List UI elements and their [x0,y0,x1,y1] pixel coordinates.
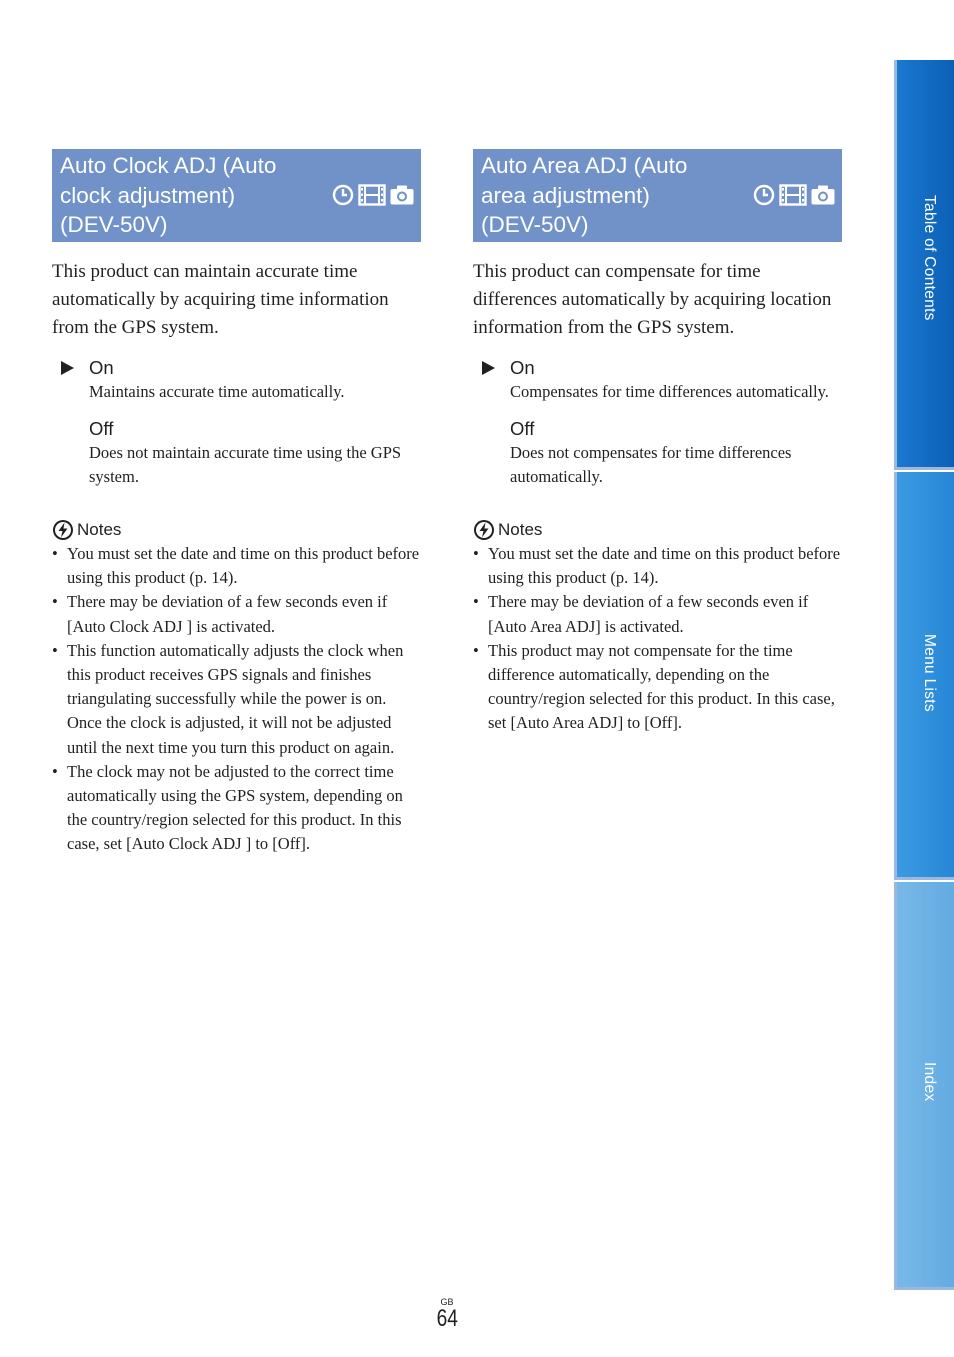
note-item: • This function automatically adjusts the clock when this product receives GPS signals and finishes triangulating successfully while the power is on. Once the clock is adjusted, it will not be adjusted until the next time you turn this product on again. [52,640,404,757]
note-text: The clock may not be adjusted to the correct time automatically using the GPS system, depending on the country/region selected for this product. In this case, set [Auto Clock ADJ ] to [Off]. [67,761,403,854]
note-text: You must set the date and time on this product before using this product (p. 14). [67,544,420,588]
clock-icon [753,184,775,206]
section-auto-clock-adj [52,149,421,857]
option-label: Off [89,418,114,439]
note-text: This product may not compensate for the time difference automatically, depending on the country/region selected for this product. In this case, set [Auto Area ADJ] to [Off]. [488,640,835,733]
section-intro: This product can maintain accurate time automatically by acquiring time information from the GPS system. [52,261,389,338]
tab-table-of-contents[interactable] [894,60,954,470]
page-number-value: 64 [436,1305,458,1332]
section-auto-area-adj [473,149,842,736]
notes-label: Notes [498,520,543,539]
tab-label: Table of Contents [921,195,938,321]
option-label: Off [510,418,535,439]
option-label: On [510,357,535,378]
page-number [434,1297,460,1331]
header-title-line: Auto Area ADJ (Auto [481,153,688,178]
default-marker-icon [61,361,74,375]
header-title-line: Auto Clock ADJ (Auto [60,153,277,178]
mode-icons [753,184,835,206]
tab-label: Index [921,1062,938,1102]
notes-warning-icon [473,519,495,541]
header-title-line: (DEV-50V) [481,212,589,237]
header-title-line: area adjustment) [481,182,650,208]
note-item: • The clock may not be adjusted to the correct time automatically using the GPS system, depending on the country/region selected for this product. In this case, set [Auto Clock ADJ ] to [Off]. [52,761,403,854]
tab-menu-lists[interactable] [894,472,954,880]
mode-icons [332,184,414,206]
page-region: GB [440,1297,454,1307]
tab-index[interactable] [894,882,954,1290]
option-description: Does not maintain accurate time using the GPS system. [89,443,402,486]
option-on [473,356,842,404]
notes-list [473,542,842,736]
option-description: Compensates for time differences automatically. [510,382,829,401]
note-item: • You must set the date and time on this product before using this product (p. 14). [52,544,420,588]
note-text: This function automatically adjusts the clock when this product receives GPS signals and finishes triangulating successfully while the power is on. Once the clock is adjusted, it will not be adjusted until the next time you turn this product on again. [67,640,404,757]
note-text: There may be deviation of a few seconds even if [Auto Clock ADJ ] is activated. [67,592,388,636]
film-icon [358,184,386,206]
notes [52,518,421,857]
header-title-line: clock adjustment) [60,182,236,208]
section-header [473,149,842,242]
header-title-line: (DEV-50V) [60,212,168,237]
film-icon [779,184,807,206]
note-item: • There may be deviation of a few seconds even if [Auto Clock ADJ ] is activated. [52,592,388,636]
option-on [52,356,421,404]
section-header [52,149,421,242]
option-off [473,417,842,489]
note-item: • There may be deviation of a few seconds even if [Auto Area ADJ] is activated. [473,592,809,636]
notes-list [52,542,421,857]
camera-icon [390,185,414,205]
note-text: You must set the date and time on this product before using this product (p. 14). [488,544,841,588]
note-item: • This product may not compensate for the time difference automatically, depending on the country/region selected for this product. In this case, set [Auto Area ADJ] to [Off]. [473,640,835,733]
default-marker-icon [482,361,495,375]
option-description: Does not compensates for time differences automatically. [510,443,792,486]
option-description: Maintains accurate time automatically. [89,382,345,401]
notes-warning-icon [52,519,74,541]
section-intro: This product can compensate for time differences automatically by acquiring location information from the GPS system. [473,261,832,338]
notes-heading [473,518,842,542]
option-off [52,417,421,489]
tab-label: Menu Lists [921,634,938,712]
camera-icon [811,185,835,205]
clock-icon [332,184,354,206]
notes-heading [52,518,421,542]
note-item: • You must set the date and time on this product before using this product (p. 14). [473,544,841,588]
option-label: On [89,357,114,378]
note-text: There may be deviation of a few seconds even if [Auto Area ADJ] is activated. [488,592,809,636]
notes [473,518,842,736]
side-navigation [894,60,954,1290]
notes-label: Notes [77,520,122,539]
